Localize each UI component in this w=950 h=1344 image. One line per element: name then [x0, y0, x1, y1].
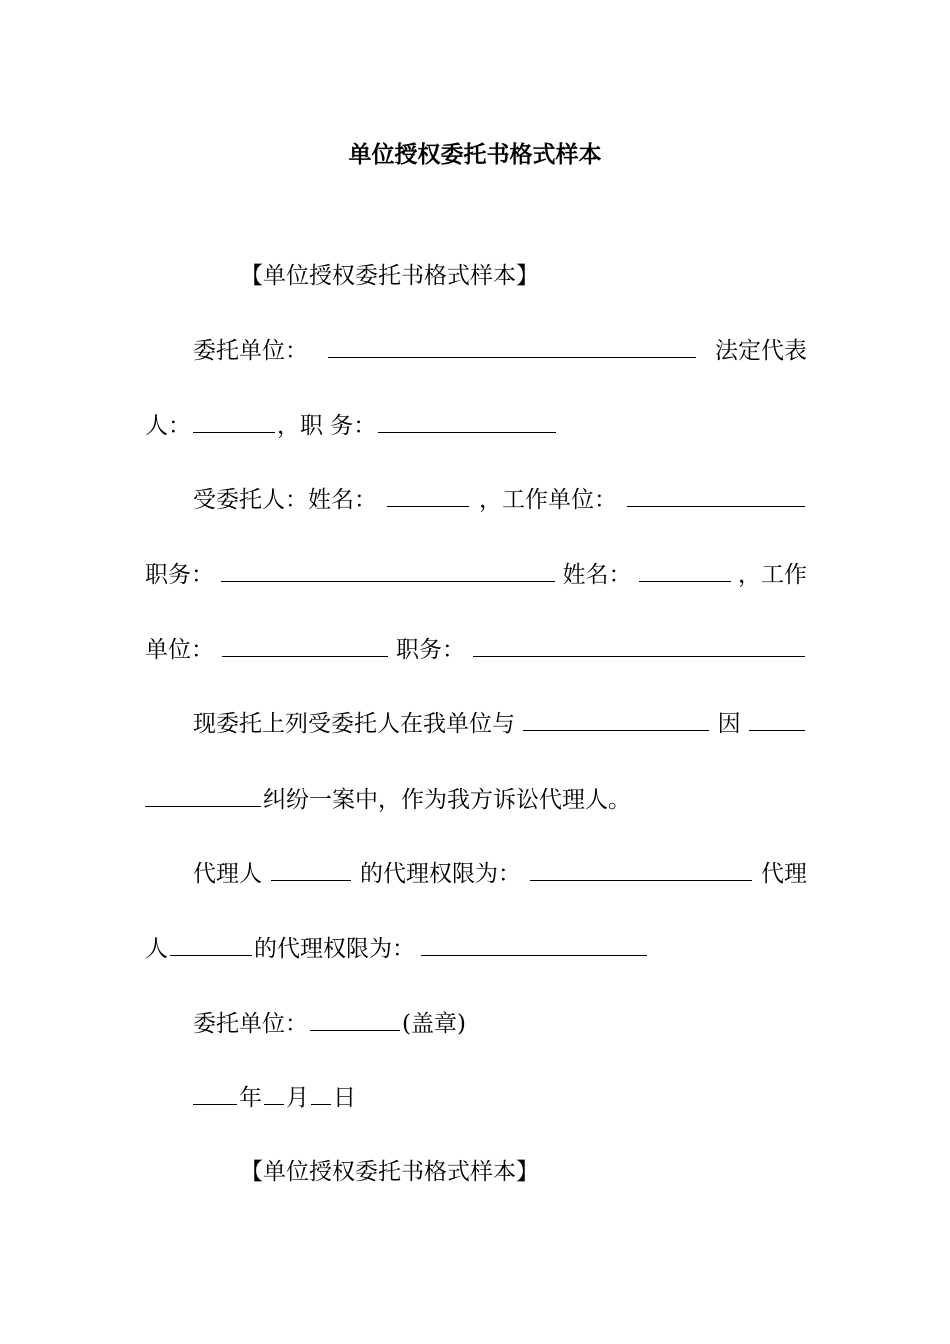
label-trustee2-name: 姓名：	[562, 562, 632, 588]
label-agent2-authority: 的代理权限为：	[254, 936, 415, 962]
label-because: 因	[717, 711, 741, 737]
row-agent1-authority	[193, 856, 807, 892]
label-trustee2-position: 职务：	[396, 637, 465, 663]
blank-opposing-party[interactable]	[523, 706, 709, 731]
blank-year[interactable]	[193, 1080, 237, 1105]
label-dispute-text: 纠纷一案中，作为我方诉讼代理人。	[263, 787, 631, 813]
label-case-intro: 现委托上列受委托人在我单位与	[193, 711, 515, 737]
blank-trustee-work-unit[interactable]	[627, 482, 805, 507]
blank-position[interactable]	[378, 408, 556, 433]
row-trustee-position	[145, 557, 807, 593]
row-case	[193, 706, 807, 742]
label-day: 日	[333, 1085, 356, 1111]
blank-trustee2-position[interactable]	[473, 632, 805, 657]
blank-trustee2-name[interactable]	[639, 557, 731, 582]
document-title: 单位授权委托书格式样本	[348, 142, 602, 168]
label-agent2-part2: 人	[145, 936, 168, 962]
row-trustee2-unit	[145, 632, 807, 668]
row-trustee	[193, 482, 807, 518]
blank-entrusting-unit[interactable]	[328, 333, 696, 358]
label-trustee-work-unit: ，工作单位：	[479, 487, 617, 513]
label-agent1: 代理人	[193, 861, 262, 887]
row-date	[193, 1080, 493, 1116]
section-heading-text: 【单位授权委托书格式样本】	[240, 263, 539, 289]
section-heading	[240, 258, 640, 294]
blank-legal-rep[interactable]	[193, 408, 275, 433]
blank-dispute-part2[interactable]	[145, 782, 261, 807]
blank-day[interactable]	[311, 1080, 331, 1105]
label-year: 年	[239, 1085, 262, 1111]
label-agent2-part1: 代理	[761, 861, 807, 887]
label-legal-rep-part2: 人：	[145, 413, 191, 439]
label-month: 月	[286, 1085, 309, 1111]
label-trustee2-work-part1: ，工作	[738, 562, 807, 588]
label-entrusting-unit: 委托单位：	[193, 338, 308, 364]
row-agent2-authority	[145, 931, 807, 967]
footer-heading-text: 【单位授权委托书格式样本】	[240, 1159, 539, 1185]
label-position: ，职 务：	[277, 413, 377, 439]
blank-agent2-name[interactable]	[170, 931, 252, 956]
label-trustee-name: 受委托人：姓名：	[193, 487, 377, 513]
row-seal	[193, 1006, 593, 1042]
row-entrusting-unit	[193, 333, 807, 369]
blank-dispute-part1[interactable]	[749, 706, 805, 731]
blank-trustee-name[interactable]	[387, 482, 469, 507]
row-legal-rep	[145, 408, 807, 444]
row-dispute	[145, 782, 807, 818]
footer-heading	[240, 1154, 640, 1190]
label-seal: (盖章)	[402, 1011, 466, 1037]
label-trustee-position: 职务：	[145, 562, 214, 588]
blank-agent1-name[interactable]	[271, 856, 351, 881]
blank-agent1-authority[interactable]	[530, 856, 752, 881]
blank-trustee-position[interactable]	[221, 557, 555, 582]
blank-agent2-authority[interactable]	[421, 931, 647, 956]
label-seal-unit: 委托单位：	[193, 1011, 308, 1037]
blank-seal-unit[interactable]	[310, 1006, 400, 1031]
blank-month[interactable]	[264, 1080, 284, 1105]
blank-trustee2-work-unit[interactable]	[222, 632, 388, 657]
label-agent1-authority: 的代理权限为：	[360, 861, 521, 887]
label-legal-rep-part1: 法定代表	[715, 338, 807, 364]
label-trustee2-work-part2: 单位：	[145, 637, 214, 663]
